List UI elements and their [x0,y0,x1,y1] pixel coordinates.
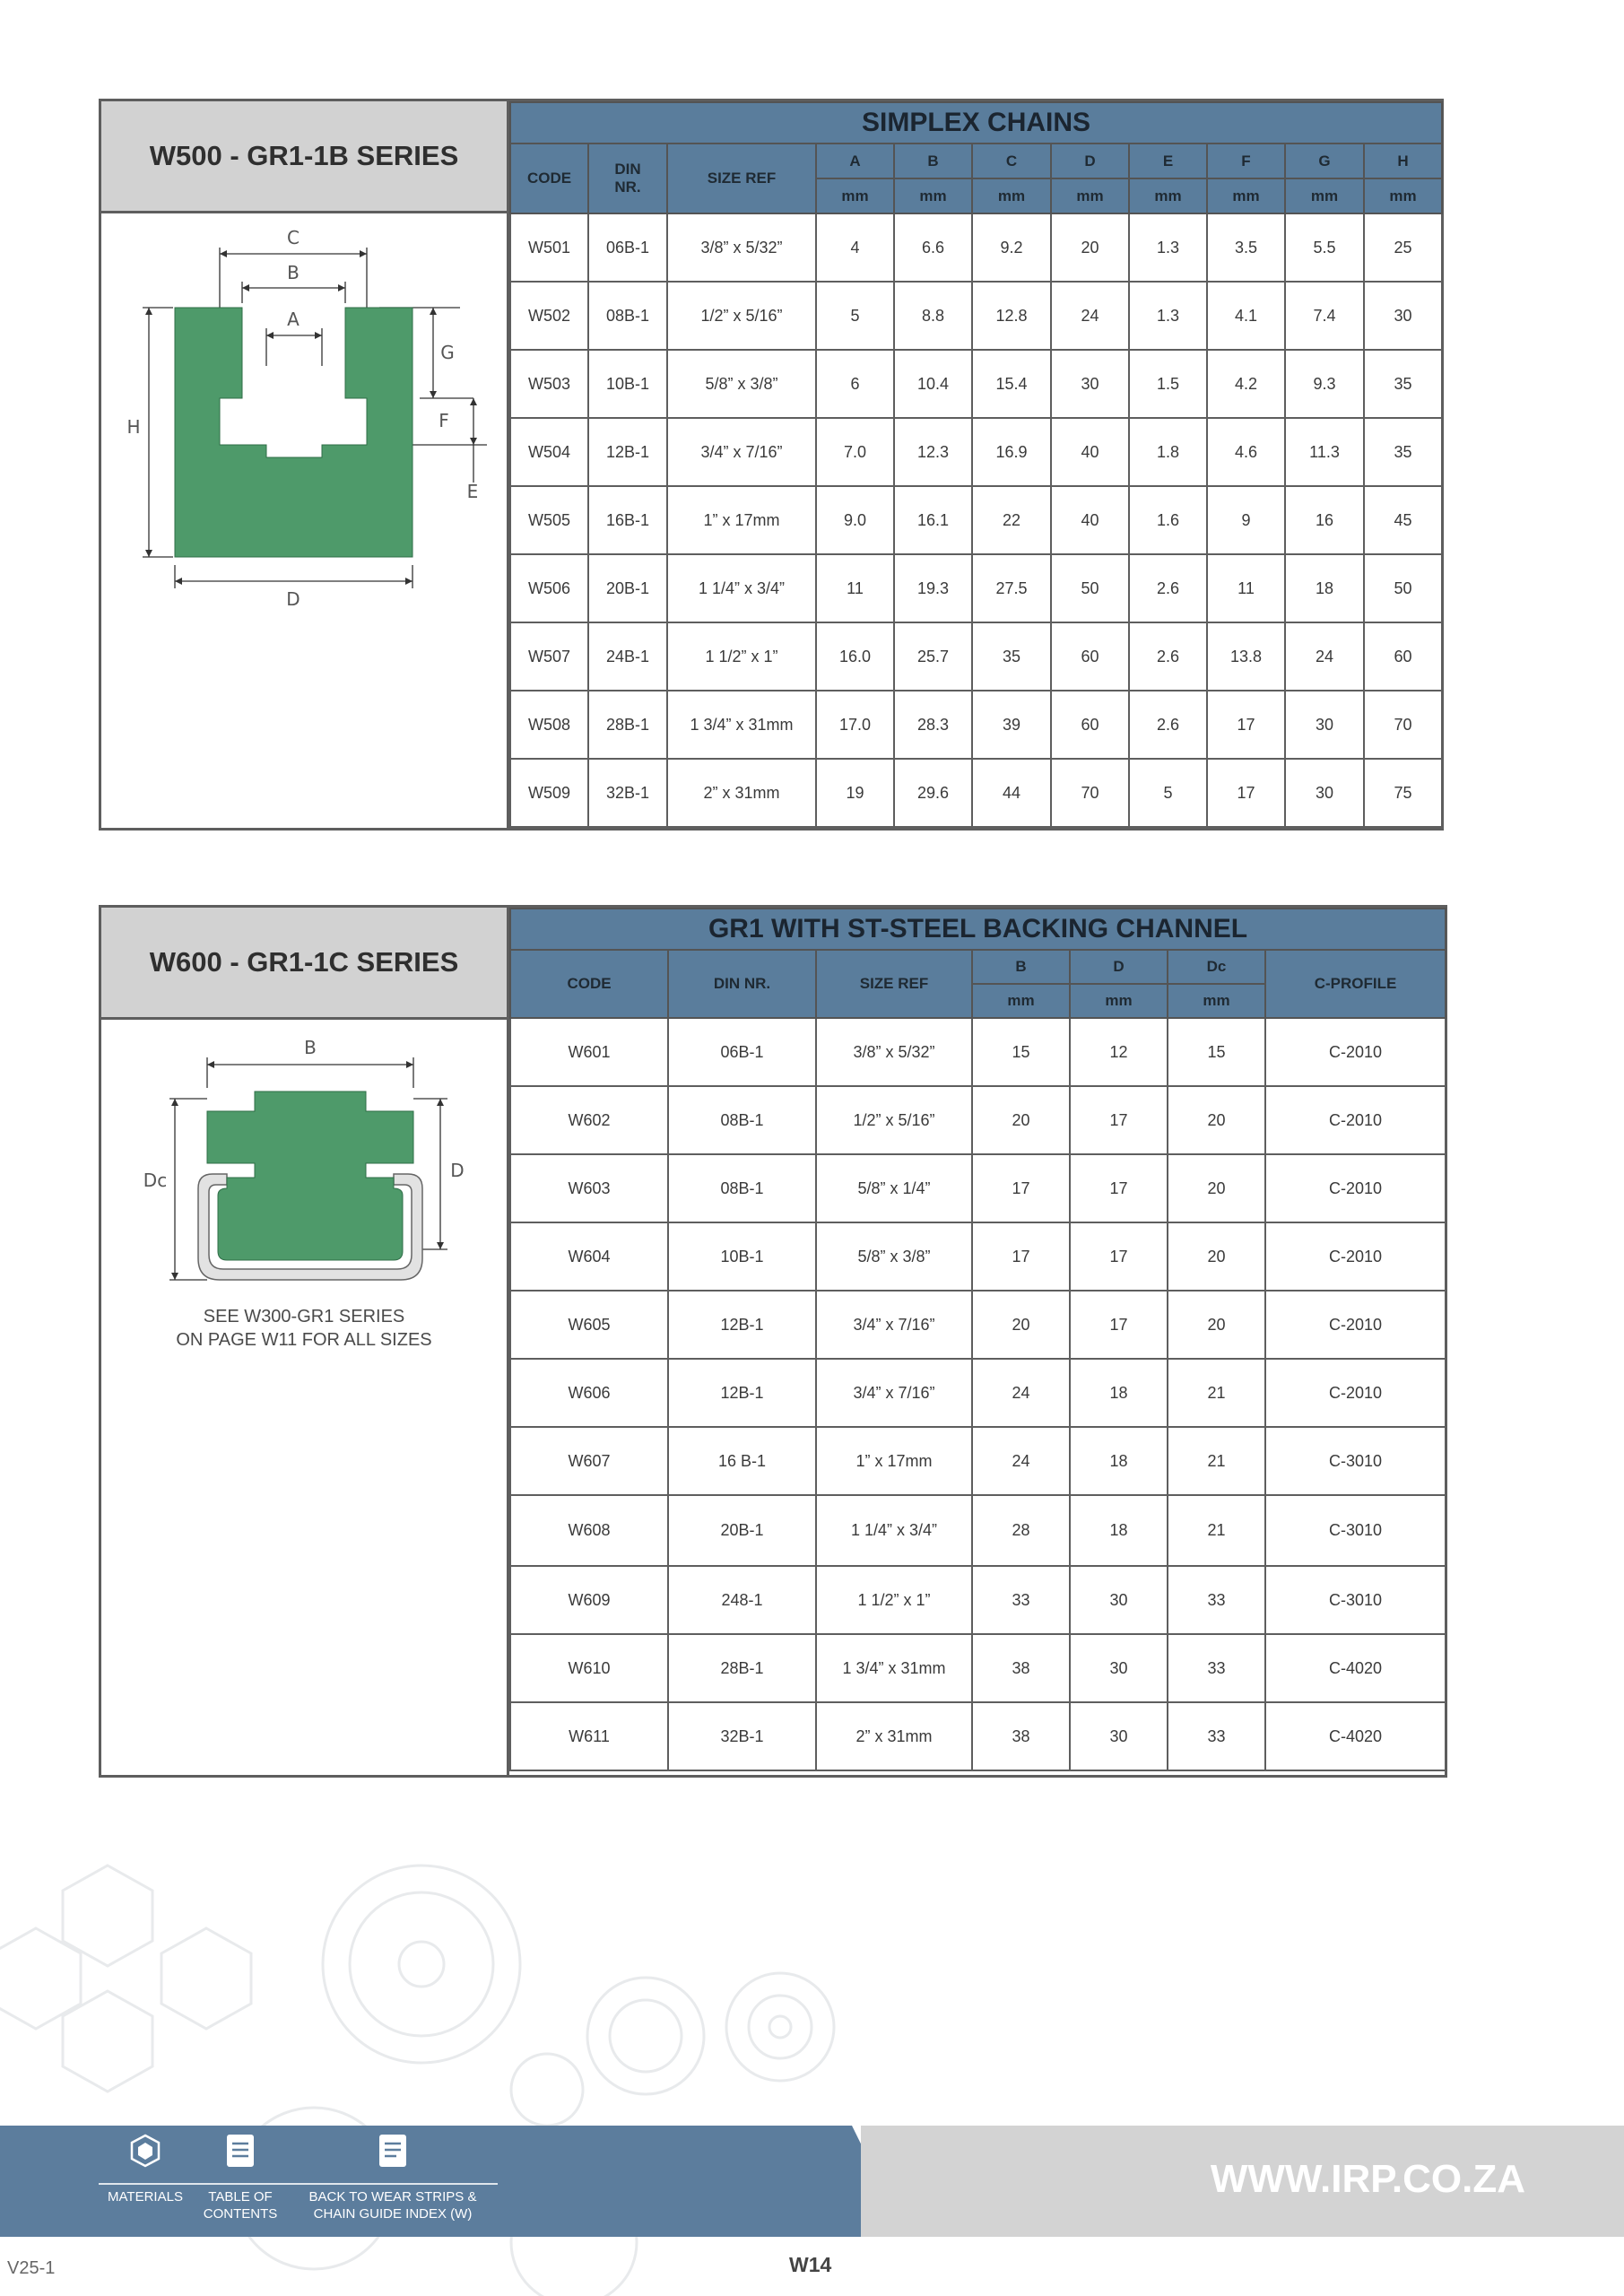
cell-d: 18 [1070,1495,1168,1566]
table-row [510,282,1442,350]
cell-a: 6 [816,350,894,418]
unit-mm: mm [1051,178,1129,213]
cell-dc: 20 [1168,1154,1265,1222]
cell-din: 08B-1 [668,1154,816,1222]
table-row [510,554,1442,622]
cell-b: 24 [972,1359,1070,1427]
cell-g: 5.5 [1285,213,1364,282]
cell-code: W601 [510,1018,668,1086]
back-label-line2: CHAIN GUIDE INDEX (W) [313,2206,473,2222]
cell-din: 08B-1 [668,1086,816,1154]
table-row [510,1018,1446,1086]
unit-mm: mm [1129,178,1207,213]
cell-din: 20B-1 [588,554,667,622]
cell-f: 13.8 [1207,622,1285,691]
w600-band-title: GR1 WITH ST-STEEL BACKING CHANNEL [510,909,1446,950]
unit-mm: mm [1364,178,1442,213]
table-row [510,759,1442,827]
cell-g: 30 [1285,759,1364,827]
label-a: A [287,309,300,330]
table-row [510,213,1442,282]
cell-g: 18 [1285,554,1364,622]
cell-b: 19.3 [894,554,972,622]
table-row [510,1702,1446,1770]
cell-dc: 33 [1168,1702,1265,1770]
cell-c: 9.2 [972,213,1051,282]
cell-d: 17 [1070,1291,1168,1359]
cell-din: 12B-1 [588,418,667,486]
cell-d: 20 [1051,213,1129,282]
cell-code: W503 [510,350,588,418]
cell-size: 1 1/2” x 1” [667,622,816,691]
cell-h: 60 [1364,622,1442,691]
label-g: G [440,342,455,363]
table-row [510,622,1442,691]
cell-b: 17 [972,1154,1070,1222]
cell-d: 30 [1070,1702,1168,1770]
table-row [510,691,1442,759]
cell-profile: C-2010 [1265,1291,1446,1359]
table-row [510,1359,1446,1427]
cell-size: 1 1/4” x 3/4” [816,1495,972,1566]
cell-din: 10B-1 [668,1222,816,1291]
table-row [510,418,1442,486]
cell-din: 20B-1 [668,1495,816,1566]
label-b: B [287,262,300,283]
cell-code: W602 [510,1086,668,1154]
cell-e: 2.6 [1129,622,1207,691]
cell-code: W603 [510,1154,668,1222]
cell-code: W508 [510,691,588,759]
cell-profile: C-4020 [1265,1702,1446,1770]
cell-f: 17 [1207,691,1285,759]
cell-din: 06B-1 [588,213,667,282]
table-row [510,1291,1446,1359]
table-row [510,1634,1446,1702]
col-dim-b: B [894,144,972,178]
cell-c: 39 [972,691,1051,759]
cell-b: 25.7 [894,622,972,691]
cell-code: W606 [510,1359,668,1427]
cell-b: 28 [972,1495,1070,1566]
cell-size: 3/8” x 5/32” [816,1018,972,1086]
cell-size: 3/8” x 5/32” [667,213,816,282]
cell-d: 12 [1070,1018,1168,1086]
col-dim-dc: Dc [1168,950,1265,984]
cell-g: 16 [1285,486,1364,554]
cell-din: 06B-1 [668,1018,816,1086]
cell-din: 24B-1 [588,622,667,691]
col-code: CODE [510,950,668,1018]
col-dim-a: A [816,144,894,178]
label-h: H [126,416,141,438]
cell-code: W507 [510,622,588,691]
table-row [510,350,1442,418]
cell-h: 45 [1364,486,1442,554]
cell-b: 24 [972,1427,1070,1495]
cell-f: 11 [1207,554,1285,622]
page-number: W14 [789,2253,832,2276]
cell-c: 27.5 [972,554,1051,622]
cell-d: 17 [1070,1222,1168,1291]
cell-code: W611 [510,1702,668,1770]
cell-c: 16.9 [972,418,1051,486]
cell-c: 15.4 [972,350,1051,418]
cell-d: 30 [1070,1634,1168,1702]
unit-mm: mm [972,178,1051,213]
cell-din: 12B-1 [668,1291,816,1359]
document-icon [377,2133,409,2169]
cell-b: 20 [972,1086,1070,1154]
cell-b: 38 [972,1702,1070,1770]
unit-mm: mm [1207,178,1285,213]
version-label: V25-1 [7,2258,56,2278]
cell-a: 5 [816,282,894,350]
cell-code: W501 [510,213,588,282]
cell-g: 7.4 [1285,282,1364,350]
cell-d: 24 [1051,282,1129,350]
cell-size: 3/4” x 7/16” [667,418,816,486]
cell-profile: C-3010 [1265,1495,1446,1566]
cell-din: 10B-1 [588,350,667,418]
cell-g: 9.3 [1285,350,1364,418]
cell-a: 11 [816,554,894,622]
table-row [510,1427,1446,1495]
cell-dc: 20 [1168,1086,1265,1154]
cell-c: 44 [972,759,1051,827]
cell-profile: C-3010 [1265,1427,1446,1495]
cell-size: 1” x 17mm [667,486,816,554]
cell-d: 30 [1051,350,1129,418]
unit-mm: mm [1070,984,1168,1018]
w500-band-title: SIMPLEX CHAINS [510,102,1442,144]
cell-din: 28B-1 [668,1634,816,1702]
cell-f: 4.6 [1207,418,1285,486]
table-of-contents-link[interactable] [195,2133,285,2222]
cell-b: 17 [972,1222,1070,1291]
cell-size: 2” x 31mm [667,759,816,827]
cell-d: 30 [1070,1566,1168,1634]
cell-h: 30 [1364,282,1442,350]
col-dim-d: D [1070,950,1168,984]
label-e: E [466,481,479,502]
footer-divider [99,2183,498,2185]
cell-b: 15 [972,1018,1070,1086]
cell-size: 5/8” x 3/8” [667,350,816,418]
cell-f: 3.5 [1207,213,1285,282]
cell-h: 25 [1364,213,1442,282]
cell-size: 1 1/2” x 1” [816,1566,972,1634]
note-line-1: SEE W300-GR1 SERIES [203,1307,405,1326]
cell-h: 70 [1364,691,1442,759]
materials-label: MATERIALS [108,2189,183,2205]
cell-b: 20 [972,1291,1070,1359]
w600-spec-table [509,908,1446,1771]
cell-code: W506 [510,554,588,622]
cell-e: 1.3 [1129,213,1207,282]
cell-code: W608 [510,1495,668,1566]
cell-b: 12.3 [894,418,972,486]
cell-size: 5/8” x 3/8” [816,1222,972,1291]
col-size-ref: SIZE REF [667,144,816,213]
cell-size: 5/8” x 1/4” [816,1154,972,1222]
cell-size: 1 3/4” x 31mm [667,691,816,759]
cell-profile: C-2010 [1265,1086,1446,1154]
cell-g: 11.3 [1285,418,1364,486]
col-din: DIN NR. [668,950,816,1018]
unit-mm: mm [1168,984,1265,1018]
cell-a: 7.0 [816,418,894,486]
materials-link[interactable] [100,2133,190,2205]
cell-f: 9 [1207,486,1285,554]
cell-d: 40 [1051,418,1129,486]
cell-d: 17 [1070,1154,1168,1222]
col-din: DIN NR. [588,144,667,213]
col-dim-g: G [1285,144,1364,178]
cell-size: 3/4” x 7/16” [816,1359,972,1427]
cell-profile: C-2010 [1265,1359,1446,1427]
cell-din: 16 B-1 [668,1427,816,1495]
col-dim-d: D [1051,144,1129,178]
cell-d: 18 [1070,1427,1168,1495]
col-code: CODE [510,144,588,213]
cell-code: W509 [510,759,588,827]
cell-din: 32B-1 [588,759,667,827]
w600-profile-diagram [101,1020,509,1775]
cell-e: 2.6 [1129,554,1207,622]
cell-a: 17.0 [816,691,894,759]
table-row [510,486,1442,554]
cell-b: 33 [972,1566,1070,1634]
cell-code: W504 [510,418,588,486]
cell-b: 38 [972,1634,1070,1702]
col-dim-b: B [972,950,1070,984]
cell-a: 9.0 [816,486,894,554]
cell-dc: 15 [1168,1018,1265,1086]
cell-a: 4 [816,213,894,282]
w600-series-block [99,905,1447,1778]
cell-profile: C-4020 [1265,1634,1446,1702]
cell-dc: 20 [1168,1222,1265,1291]
w500-profile-diagram [101,213,509,828]
cell-g: 24 [1285,622,1364,691]
cell-profile: C-3010 [1265,1566,1446,1634]
gr1-1b-profile-drawing [101,213,507,828]
cell-size: 1/2” x 5/16” [667,282,816,350]
cell-code: W502 [510,282,588,350]
cell-profile: C-2010 [1265,1154,1446,1222]
col-dim-e: E [1129,144,1207,178]
cell-code: W605 [510,1291,668,1359]
unit-mm: mm [1285,178,1364,213]
table-row [510,1086,1446,1154]
cell-dc: 33 [1168,1634,1265,1702]
back-label-line1: BACK TO WEAR STRIPS & [308,2189,477,2205]
cell-din: 08B-1 [588,282,667,350]
cell-profile: C-2010 [1265,1018,1446,1086]
label-d: D [450,1160,465,1181]
cell-code: W607 [510,1427,668,1495]
cell-f: 4.1 [1207,282,1285,350]
cell-code: W604 [510,1222,668,1291]
document-icon [224,2133,256,2169]
unit-mm: mm [972,984,1070,1018]
website-url[interactable]: WWW.IRP.CO.ZA [1210,2157,1525,2201]
cell-b: 6.6 [894,213,972,282]
cell-g: 30 [1285,691,1364,759]
cell-e: 1.8 [1129,418,1207,486]
unit-mm: mm [816,178,894,213]
cell-size: 3/4” x 7/16” [816,1291,972,1359]
col-dim-f: F [1207,144,1285,178]
w500-series-title: W500 - GR1-1B SERIES [101,101,509,213]
cell-b: 29.6 [894,759,972,827]
table-row [510,1154,1446,1222]
back-to-index-link[interactable] [303,2133,482,2222]
col-dim-c: C [972,144,1051,178]
cell-b: 8.8 [894,282,972,350]
cell-e: 5 [1129,759,1207,827]
toc-label-line1: TABLE OF [208,2189,273,2205]
label-b: B [304,1037,317,1058]
cell-d: 17 [1070,1086,1168,1154]
label-c: C [287,227,300,248]
cell-f: 17 [1207,759,1285,827]
cell-din: 12B-1 [668,1359,816,1427]
table-row [510,1495,1446,1566]
cell-code: W609 [510,1566,668,1634]
col-size-ref: SIZE REF [816,950,972,1018]
label-f: F [439,410,449,431]
cell-dc: 21 [1168,1427,1265,1495]
cell-c: 22 [972,486,1051,554]
cell-b: 16.1 [894,486,972,554]
col-c-profile: C-PROFILE [1265,950,1446,1018]
w500-series-block [99,99,1444,831]
cell-h: 35 [1364,350,1442,418]
cell-c: 12.8 [972,282,1051,350]
cell-f: 4.2 [1207,350,1285,418]
cell-code: W505 [510,486,588,554]
w500-spec-table [509,101,1443,828]
table-row [510,1222,1446,1291]
w600-series-title: W600 - GR1-1C SERIES [101,908,509,1020]
cell-b: 10.4 [894,350,972,418]
cell-size: 1” x 17mm [816,1427,972,1495]
cell-size: 1 1/4” x 3/4” [667,554,816,622]
cell-dc: 21 [1168,1359,1265,1427]
cell-dc: 20 [1168,1291,1265,1359]
cell-e: 1.3 [1129,282,1207,350]
cell-d: 50 [1051,554,1129,622]
cell-din: 28B-1 [588,691,667,759]
cell-d: 60 [1051,622,1129,691]
cell-size: 1 3/4” x 31mm [816,1634,972,1702]
cell-dc: 21 [1168,1495,1265,1566]
cell-h: 50 [1364,554,1442,622]
cell-a: 16.0 [816,622,894,691]
label-d: D [286,588,300,610]
note-line-2: ON PAGE W11 FOR ALL SIZES [176,1330,432,1350]
cell-size: 1/2” x 5/16” [816,1086,972,1154]
cell-code: W610 [510,1634,668,1702]
cell-e: 2.6 [1129,691,1207,759]
label-dc: Dc [143,1170,168,1191]
cell-e: 1.5 [1129,350,1207,418]
cell-profile: C-2010 [1265,1222,1446,1291]
cell-d: 60 [1051,691,1129,759]
see-w300-note [101,1305,507,1352]
unit-mm: mm [894,178,972,213]
cell-h: 75 [1364,759,1442,827]
cell-d: 18 [1070,1359,1168,1427]
col-dim-h: H [1364,144,1442,178]
gr1-1c-profile-drawing [101,1020,507,1289]
cell-din: 16B-1 [588,486,667,554]
cell-c: 35 [972,622,1051,691]
toc-label-line2: CONTENTS [203,2206,278,2222]
cell-size: 2” x 31mm [816,1702,972,1770]
cell-h: 35 [1364,418,1442,486]
cell-b: 28.3 [894,691,972,759]
cell-din: 32B-1 [668,1702,816,1770]
materials-icon [127,2133,163,2169]
table-row [510,1566,1446,1634]
cell-din: 248-1 [668,1566,816,1634]
cell-d: 70 [1051,759,1129,827]
cell-e: 1.6 [1129,486,1207,554]
cell-a: 19 [816,759,894,827]
cell-d: 40 [1051,486,1129,554]
cell-dc: 33 [1168,1566,1265,1634]
